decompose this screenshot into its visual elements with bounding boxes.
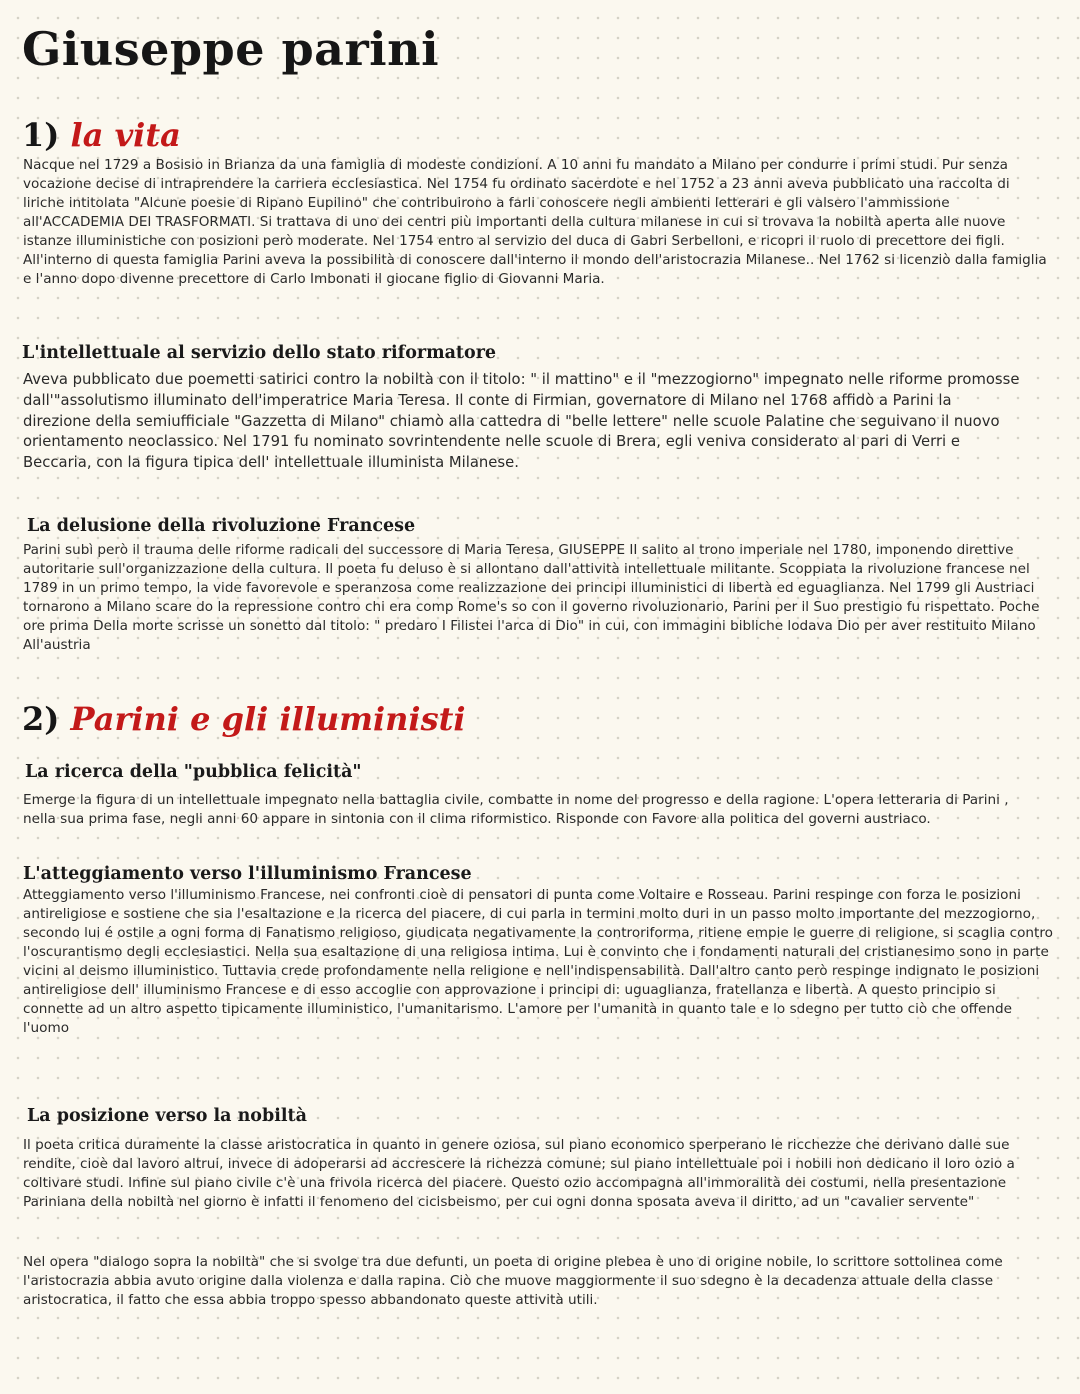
intellettuale-heading: L'intellettuale al servizio dello stato riformatore	[22, 343, 497, 363]
dialogo-paragraph: Nel opera "dialogo sopra la nobiltà" che si svolge tra due defunti, un poeta di origine plebea è uno di origine nobile, lo scrittore sottolinea come l'aristocrazia abbia avuto origine dalla violenza e dalla rapina. Ciò che muove maggiormente il suo sdegno è la decadenza attuale della classe aristocratica, il fatto che essa abbia troppo spesso abbandonato queste attività utili.	[23, 1254, 1003, 1308]
illuminismo-paragraph: Atteggiamento verso l'illuminismo Francese, nei confronti cioè di pensatori di punta come Voltaire e Rosseau. Parini respinge con forza le posizioni antireligiose e sostiene che sia l'esaltazione e la ricerca del piacere, di cui parla in termini molto duri in un passo molto importante del mezzogiorno, secondo lui é ostile a ogni forma di Fanatismo religioso, giudicata negativamente la controriforma, ritiene empie le guerre di religione, si scaglia contro l'oscurantismo degli ecclesiastici. Nella sua esaltazione di una religiosa intima. Lui è convinto che i fondamenti naturali del cristianesimo sono in parte vicini al deismo illuministico. Tuttavia crede profondamente nella religione e nell'indispensabilità. Dall'altro canto però respinge indignato le posizioni antireligiose dell' illuminismo Francese e di esso accoglie con approvazione i principi di: uguaglianza, fratellanza e libertà. A questo principio si connette ad un altro aspetto tipicamente illuministico, l'umanitarismo. L'amore per l'umanità in quanto tale e lo sdegno per tutto ciò che offende l'uomo	[23, 887, 1053, 1036]
felicita-heading: La ricerca della "pubblica felicità"	[25, 762, 362, 782]
section-1-title: la vita	[70, 116, 181, 154]
nobilta-heading: La posizione verso la nobiltà	[27, 1106, 307, 1126]
section-2-title: Parini e gli illuministi	[70, 700, 466, 738]
delusione-paragraph: Parini subì però il trauma delle riforme radicali del successore di Maria Teresa, GIUSEPPE II salito al trono imperiale nel 1780, imponendo direttive autoritarie sull'organizzazione della cultura. Il poeta fu deluso è si allontano dall'attività intellettuale militante. Scoppiata la rivoluzione francese nel 1789 in un primo tempo, la vide favorevole e speranzosa come realizzazione dei principi illuministici di libertà ed eguaglianza. Nel 1799 gli Austriaci tornarono a Milano scare do la repressione contro chi era comp Rome's so con il governo rivoluzionario, Parini per il Suo prestigio fu rispettato. Poche ore prima Della morte scrisse un sonetto dal titolo: " predaro I Filistei l'arca di Dio" in cui, con immagini bibliche lodava Dio per aver restituito Milano All'austria	[23, 542, 1040, 653]
nobilta-paragraph: Il poeta critica duramente la classe aristocratica in quanto in genere oziosa, sul piano economico sperperano le ricchezze che derivano dalle sue rendite, cioè dal lavoro altrui, invece di adoperarsi ad accrescere la richezza comune; sul piano intellettuale poi i nobili non dedicano il loro ozio a coltivare studi. Infine sul piano civile c'è una frivola ricerca del piacere. Questo ozio accompagna all'immoralità dei costumi, nella presentazione Pariniana della nobiltà nel giorno è infatti il fenomeno del cicisbeismo, per cui ogni donna sposata aveva il diritto, ad un "cavalier servente"	[23, 1137, 1015, 1210]
section-1-heading	[22, 116, 181, 154]
section-2-number: 2)	[22, 700, 60, 738]
intellettuale-paragraph: Aveva pubblicato due poemetti satirici contro la nobiltà con il titolo: " il mattino" e il "mezzogiorno" impegnato nelle riforme promosse dall'"assolutismo illuminato dell'imperatrice Maria Teresa. Il conte di Firmian, governatore di Milano nel 1768 affidò a Parini la direzione della semiufficiale "Gazzetta di Milano" chiamò alla cattedra di "belle lettere" nelle scuole Palatine che seguivano il nuovo orientamento neoclassico. Nel 1791 fu nominato sovrintendente nelle scuole di Brera, egli veniva considerato al pari di Verri e Beccaria, con la figura tipica dell' intellettuale illuminista Milanese.	[23, 371, 1020, 472]
page-title: Giuseppe parini	[22, 22, 440, 76]
vita-paragraph: Nacque nel 1729 a Bosisio in Brianza da una famiglia di modeste condizioni. A 10 anni fu mandato a Milano per condurre i primi studi. Pur senza vocazione decise di intraprendere la carriera ecclesiastica. Nel 1754 fu ordinato sacerdote e nel 1752 a 23 anni aveva pubblicato una raccolta di liriche intitolata "Alcune poesie di Ripano Eupilino" che contribuirono a farli conoscere negli ambienti letterari e gli valsero l'ammissione all'ACCADEMIA DEI TRASFORMATI. Si trattava di uno dei centri più importanti della cultura milanese in cui si trovava la nobiltà aperta alle nuove istanze illuministiche con posizioni però moderate. Nel 1754 entro al servizio del duca di Gabri Serbelloni, e ricopri il ruolo di precettore dei figli. All'interno di questa famiglia Parini aveva la possibilità di conoscere dall'interno il mondo dell'aristocrazia Milanese.. Nel 1762 si licenziò dalla famiglia e l'anno dopo divenne precettore di Carlo Imbonati il giocane figlio di Giovanni Maria.	[23, 157, 1047, 287]
delusione-heading: La delusione della rivoluzione Francese	[27, 516, 416, 536]
section-2-heading	[22, 700, 466, 738]
felicita-paragraph: Emerge la figura di un intellettuale impegnato nella battaglia civile, combatte in nome del progresso e della ragione. L'opera letteraria di Parini , nella sua prima fase, negli anni 60 appare in sintonia con il clima riformistico. Risponde con Favore alla politica del governi austriaco.	[23, 792, 1009, 827]
section-1-number: 1)	[22, 116, 60, 154]
illuminismo-heading: L'atteggiamento verso l'illuminismo Francese	[23, 864, 472, 884]
